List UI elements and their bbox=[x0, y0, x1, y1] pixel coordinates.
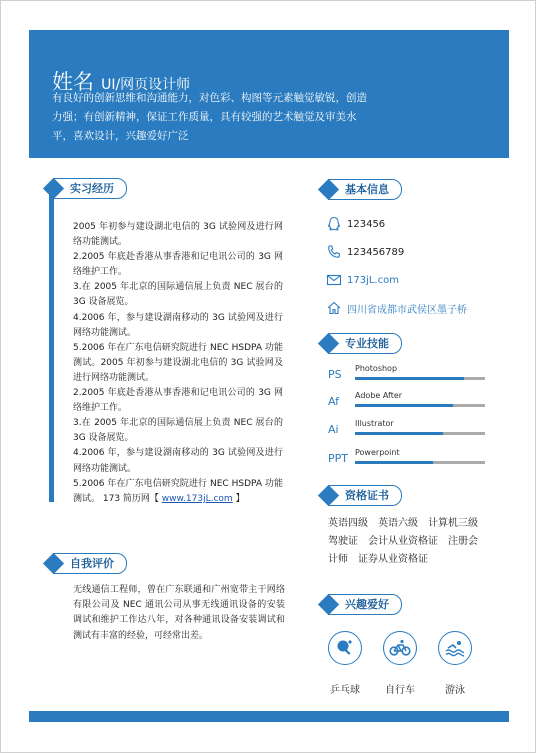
mail-icon bbox=[326, 272, 342, 288]
hobby-label: 游泳 bbox=[445, 685, 465, 696]
skill-adobe-after bbox=[328, 391, 488, 413]
experience-item: 5.2006 年在广东电信研究院进行 NEC HSDPA 功能测试。2005 年初参与建设湖北电信的 3G 试验网及进行网络功能测试。 bbox=[73, 342, 283, 383]
timeline-bar bbox=[49, 190, 54, 502]
skill-track bbox=[355, 432, 485, 435]
experience-item-last bbox=[73, 477, 283, 507]
hobby-swimming bbox=[420, 631, 490, 696]
header-intro: 有良好的创新思维和沟通能力，对色彩、构图等元素触觉敏锐，创造力强；有创新精神，保证工作质量，具有较强的艺术触觉及审美水平，喜欢设计，兴趣爱好广泛 bbox=[52, 92, 367, 142]
section-certs bbox=[321, 485, 402, 506]
hobby-circle bbox=[328, 631, 362, 665]
skill-illustrator bbox=[328, 419, 488, 441]
certs-text: 英语四级 英语六级 计算机三级 驾驶证 会计从业资格证 注册会计师 证券从业资格证 bbox=[328, 518, 488, 565]
skill-fill bbox=[355, 461, 433, 464]
skill-fill bbox=[355, 377, 464, 380]
website-link[interactable]: www.173jL.com bbox=[161, 493, 233, 504]
section-basic-info bbox=[321, 179, 402, 200]
hobby-circle bbox=[438, 631, 472, 665]
skill-fill bbox=[355, 432, 443, 435]
ping-pong-icon bbox=[335, 638, 355, 658]
skill-name: Powerpoint bbox=[355, 448, 400, 457]
candidate-name: 姓名 bbox=[52, 70, 94, 94]
contact-qq bbox=[326, 216, 385, 232]
skill-powerpoint bbox=[328, 448, 488, 470]
skill-abbr: Af bbox=[328, 395, 340, 408]
address-text: 四川省成都市武侯区墨子桥 bbox=[347, 304, 467, 316]
section-skills-title: 专业技能 bbox=[328, 333, 402, 354]
experience-item: 4.2006 年，参与建设湖南移动的 3G 试验网及进行网络功能测试。 bbox=[73, 312, 283, 338]
bicycle-icon bbox=[389, 638, 411, 658]
skill-abbr: PPT bbox=[328, 452, 348, 465]
experience-item: 3.在 2005 年北京的国际通信展上负责 NEC 展台的 3G 设备展览。 bbox=[73, 282, 283, 308]
skill-fill bbox=[355, 404, 453, 407]
swimming-icon bbox=[444, 638, 466, 658]
skill-name: Illustrator bbox=[355, 419, 394, 428]
email-text: 173jL.com bbox=[347, 274, 399, 286]
section-basic-info-title: 基本信息 bbox=[328, 179, 402, 200]
hobby-label: 乒乓球 bbox=[330, 685, 360, 696]
experience-last-suffix: 】 bbox=[235, 493, 245, 504]
section-hobbies-title: 兴趣爱好 bbox=[328, 594, 402, 615]
hobby-circle bbox=[383, 631, 417, 665]
experience-item: 2.2005 年底赴香港从事香港和记电讯公司的 3G 网络维护工作。 bbox=[73, 252, 283, 278]
contact-address bbox=[326, 300, 467, 316]
experience-item: 2.2005 年底赴香港从事香港和记电讯公司的 3G 网络维护工作。 bbox=[73, 388, 283, 414]
footer-bar bbox=[29, 711, 509, 722]
phone-number: 123456789 bbox=[347, 246, 405, 258]
resume-header bbox=[29, 30, 509, 158]
skill-photoshop bbox=[328, 364, 488, 386]
qq-number: 123456 bbox=[347, 218, 386, 230]
contact-phone bbox=[326, 244, 404, 260]
skill-abbr: PS bbox=[328, 368, 342, 381]
section-certs-title: 资格证书 bbox=[328, 485, 402, 506]
job-title: UI/网页设计师 bbox=[101, 77, 191, 93]
experience-last-text: 5.2006 年在广东电信研究院进行 NEC HSDPA 功能测试。 173 简历网【 bbox=[73, 478, 283, 504]
section-self-eval bbox=[46, 553, 127, 574]
section-experience bbox=[46, 178, 127, 199]
hobby-label: 自行车 bbox=[385, 685, 415, 696]
section-experience-title: 实习经历 bbox=[53, 178, 127, 199]
skill-name: Photoshop bbox=[355, 364, 398, 373]
section-hobbies bbox=[321, 594, 402, 615]
experience-item: 4.2006 年，参与建设湖南移动的 3G 试验网及进行网络功能测试。 bbox=[73, 448, 283, 474]
qq-icon bbox=[326, 216, 342, 232]
section-self-eval-title: 自我评价 bbox=[53, 553, 127, 574]
experience-list bbox=[73, 220, 283, 507]
skill-name: Adobe After bbox=[355, 391, 403, 400]
home-icon bbox=[326, 300, 342, 316]
skill-track bbox=[355, 404, 485, 407]
skill-track bbox=[355, 377, 485, 380]
experience-item: 2005 年初参与建设湖北电信的 3G 试验网及进行网络功能测试。 bbox=[73, 222, 283, 248]
skill-abbr: Ai bbox=[328, 423, 339, 436]
contact-email bbox=[326, 272, 399, 288]
skill-track bbox=[355, 461, 485, 464]
experience-item: 3.在 2005 年北京的国际通信展上负责 NEC 展台的 3G 设备展览。 bbox=[73, 418, 283, 444]
phone-icon bbox=[326, 244, 342, 260]
section-skills bbox=[321, 333, 402, 354]
self-eval-text: 无线通信工程师，曾在广东联通和广州宽带主干网络有限公司及 NEC 通讯公司从事无线通讯设备的安装调试和维护工作达八年，对各种通讯设备安装调试和测试有丰富的经验，可经常出差。 bbox=[73, 585, 285, 641]
